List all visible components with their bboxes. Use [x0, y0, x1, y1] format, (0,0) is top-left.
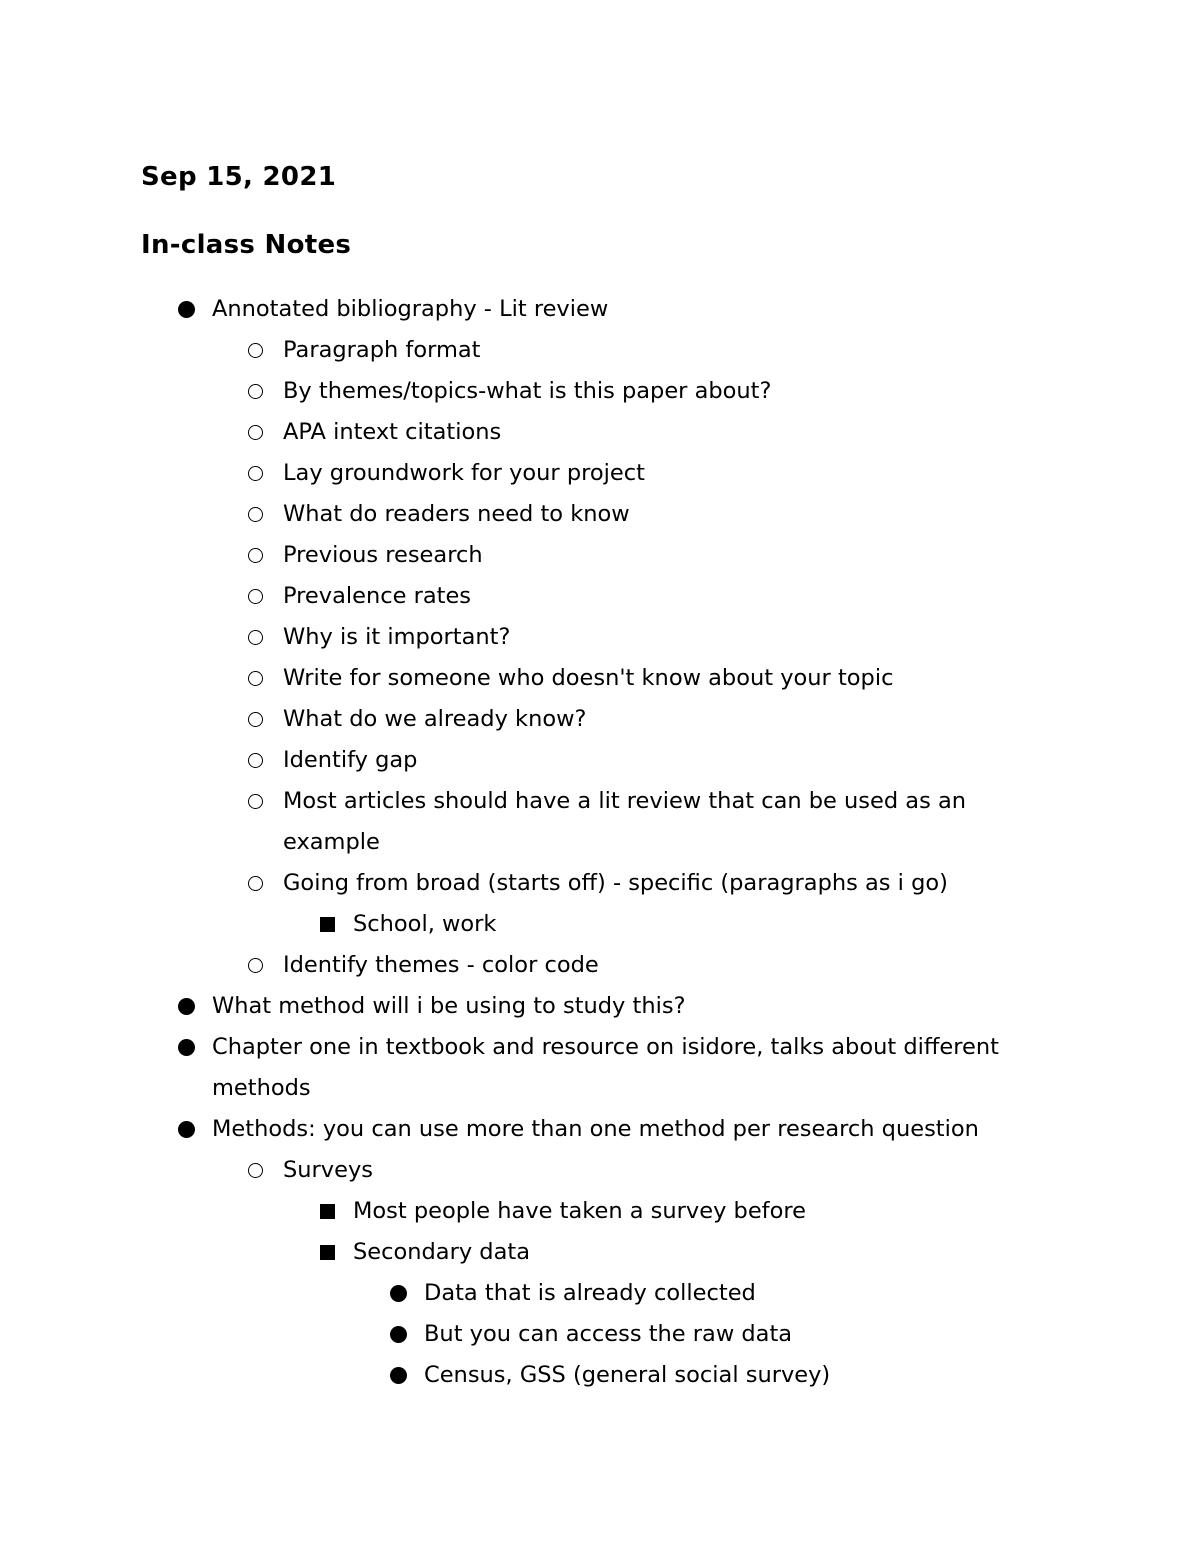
- list-item-text: APA intext citations: [283, 419, 502, 445]
- filled-circle-bullet-icon: [178, 1109, 195, 1150]
- hollow-circle-bullet-icon: [248, 699, 263, 740]
- list-item-text: Surveys: [283, 1157, 373, 1183]
- hollow-circle-bullet-icon: [248, 494, 263, 535]
- hollow-circle-bullet-icon: [248, 740, 263, 781]
- filled-circle-bullet-icon: [178, 986, 195, 1027]
- list-item: [424, 1273, 1044, 1314]
- hollow-circle-bullet-icon: [248, 535, 263, 576]
- list-item: [424, 1314, 1044, 1355]
- list-item: [283, 781, 1043, 863]
- list-item-text: Annotated bibliography - Lit review: [212, 296, 609, 322]
- list-item: [212, 1109, 1052, 1150]
- filled-square-bullet-icon: [320, 1232, 335, 1273]
- hollow-circle-bullet-icon: [248, 781, 263, 822]
- list-item: [283, 1150, 1043, 1191]
- list-item: [353, 1191, 1043, 1232]
- filled-circle-bullet-icon: [390, 1273, 407, 1314]
- list-item: [283, 617, 1043, 658]
- page-title: In-class Notes: [141, 230, 352, 260]
- hollow-circle-bullet-icon: [248, 576, 263, 617]
- list-item: [212, 986, 1052, 1027]
- list-item-text: Previous research: [283, 542, 483, 568]
- filled-square-bullet-icon: [320, 904, 335, 945]
- filled-circle-bullet-icon: [390, 1314, 407, 1355]
- list-item-text: Identify themes - color code: [283, 952, 599, 978]
- hollow-circle-bullet-icon: [248, 617, 263, 658]
- list-item: [424, 1355, 1044, 1396]
- hollow-circle-bullet-icon: [248, 371, 263, 412]
- filled-circle-bullet-icon: [178, 289, 195, 330]
- list-item-text: What method will i be using to study this?: [212, 993, 686, 1019]
- list-item-text: What do readers need to know: [283, 501, 630, 527]
- list-item: [212, 1027, 1052, 1109]
- list-item: [283, 412, 1043, 453]
- list-item-text: Data that is already collected: [424, 1280, 756, 1306]
- hollow-circle-bullet-icon: [248, 658, 263, 699]
- list-item: [283, 576, 1043, 617]
- hollow-circle-bullet-icon: [248, 1150, 263, 1191]
- list-item-text: Census, GSS (general social survey): [424, 1362, 831, 1388]
- list-item-text: Chapter one in textbook and resource on isidore, talks about different methods: [212, 1034, 999, 1101]
- list-item-text: Most articles should have a lit review that can be used as an example: [283, 788, 967, 855]
- filled-circle-bullet-icon: [178, 1027, 195, 1068]
- list-item-text: Going from broad (starts off) - specific (paragraphs as i go): [283, 870, 948, 896]
- list-item-text: But you can access the raw data: [424, 1321, 793, 1347]
- date-heading: Sep 15, 2021: [141, 162, 337, 192]
- hollow-circle-bullet-icon: [248, 330, 263, 371]
- hollow-circle-bullet-icon: [248, 453, 263, 494]
- list-item: [353, 1232, 1043, 1273]
- list-item: [283, 658, 1043, 699]
- list-item-text: School, work: [353, 911, 497, 937]
- list-item-text: Secondary data: [353, 1239, 530, 1265]
- list-item-text: Why is it important?: [283, 624, 511, 650]
- list-item: [283, 863, 1043, 904]
- hollow-circle-bullet-icon: [248, 412, 263, 453]
- list-item-text: Most people have taken a survey before: [353, 1198, 806, 1224]
- list-item-text: Lay groundwork for your project: [283, 460, 645, 486]
- list-item: [212, 289, 1052, 330]
- list-item-text: Prevalence rates: [283, 583, 472, 609]
- filled-circle-bullet-icon: [390, 1355, 407, 1396]
- hollow-circle-bullet-icon: [248, 863, 263, 904]
- list-item-text: Identify gap: [283, 747, 418, 773]
- list-item-text: What do we already know?: [283, 706, 587, 732]
- list-item: [283, 699, 1043, 740]
- hollow-circle-bullet-icon: [248, 945, 263, 986]
- list-item-text: Paragraph format: [283, 337, 481, 363]
- list-item: [283, 535, 1043, 576]
- list-item: [283, 740, 1043, 781]
- filled-square-bullet-icon: [320, 1191, 335, 1232]
- list-item: [283, 371, 1043, 412]
- list-item-text: Write for someone who doesn't know about your topic: [283, 665, 894, 691]
- list-item: [283, 494, 1043, 535]
- list-item: [353, 904, 1043, 945]
- list-item: [283, 453, 1043, 494]
- notes-outline: [0, 289, 1200, 1396]
- list-item: [283, 330, 1043, 371]
- list-item-text: Methods: you can use more than one method per research question: [212, 1116, 979, 1142]
- list-item-text: By themes/topics-what is this paper about?: [283, 378, 772, 404]
- list-item: [283, 945, 1043, 986]
